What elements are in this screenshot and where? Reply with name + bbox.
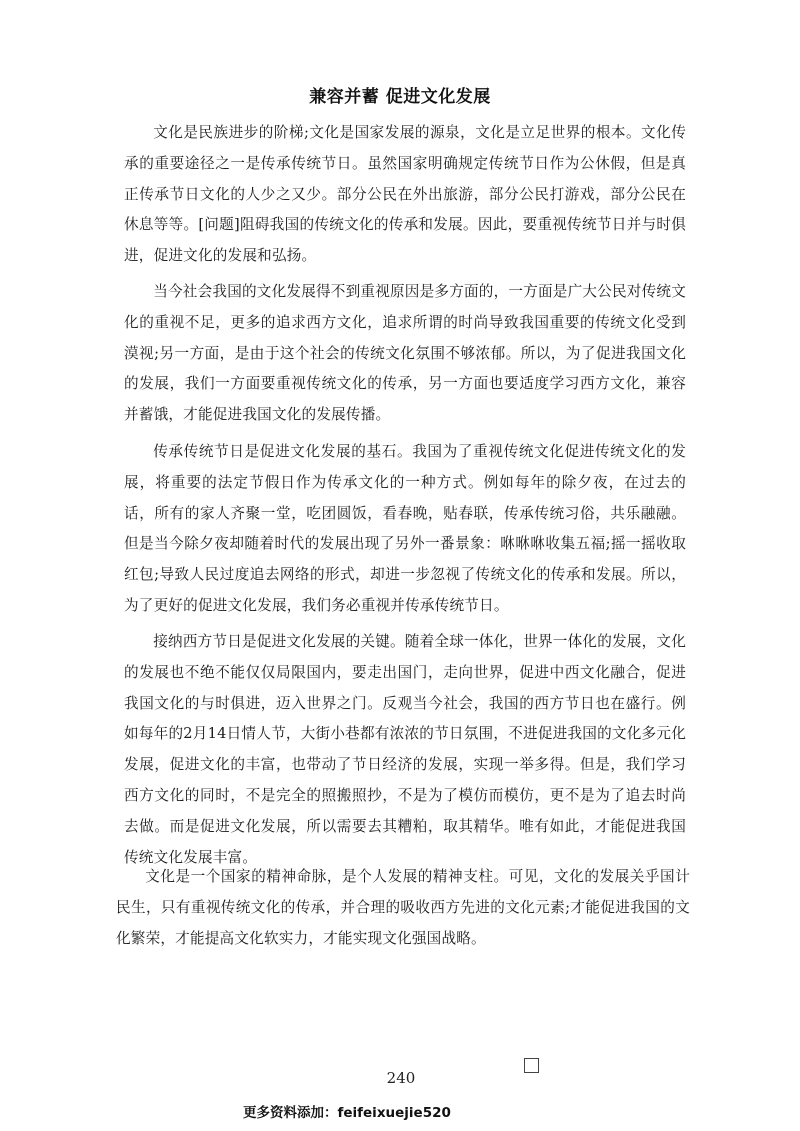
paragraph-1: 文化是民族进步的阶梯;文化是国家发展的源泉，文化是立足世界的根本。文化传承的重要途径之一是传承传统节日。虽然国家明确规定传统节日作为公休假，但是真正传承节日文化的人少之又少。部分公民在外出旅游，部分公民打游戏，部分公民在休息等等。[问题]阻碍我国的传统文化的传承和发展。因此，要重视传统节日并与时俱进，促进文化的发展和弘扬。 xyxy=(124,124,686,265)
checkbox-square[interactable] xyxy=(524,1058,539,1073)
paragraph-5: 文化是一个国家的精神命脉，是个人发展的精神支柱。可见，文化的发展关乎国计民生，只有重视传统文化的传承，并合理的吸收西方先进的文化元素;才能促进我国的文化繁荣，才能提高文化软实力，才能实现文化强国战略。 xyxy=(116,868,690,947)
document-title: 兼容并蓄 促进文化发展 xyxy=(309,87,491,107)
paragraph-4: 接纳西方节日是促进文化发展的关键。随着全球一体化，世界一体化的发展，文化的发展也不绝不能仅仅局限国内，要走出国门，走向世界，促进中西文化融合，促进我国文化的与时俱进，迈入世界之门。反观当今社会，我国的西方节日也在盛行。例如每年的2月14日情人节，大街小巷都有浓浓的节日氛围，不进促进我国的文化多元化发展，促进文化的丰富，也带动了节日经济的发展，实现一举多得。但是，我们学习西方文化的同时，不是完全的照搬照抄，不是为了模仿而模仿，更不是为了追去时尚去做。而是促进文化发展，所以需要去其糟粕，取其精华。唯有如此，才能促进我国传统文化发展丰富。 xyxy=(124,633,686,866)
page-number: 240 xyxy=(386,1069,416,1087)
paragraph-2: 当今社会我国的文化发展得不到重视原因是多方面的，一方面是广大公民对传统文化的重视不足，更多的追求西方文化，追求所谓的时尚导致我国重要的传统文化受到漠视;另一方面，是由于这个社会的传统文化氛围不够浓郁。所以，为了促进我国文化的发展，我们一方面要重视传统文化的传承，另一方面也要适度学习西方文化，兼容并蓄饿，才能促进我国文化的发展传播。 xyxy=(124,283,686,424)
footer-note: 更多资料添加：feifeixuejie520 xyxy=(243,1105,451,1121)
paragraph-3: 传承传统节日是促进文化发展的基石。我国为了重视传统文化促进传统文化的发展，将重要的法定节假日作为传承文化的一种方式。例如每年的除夕夜，在过去的话，所有的家人齐聚一堂，吃团圆饭，看春晚，贴春联，传承传统习俗，共乐融融。但是当今除夕夜却随着时代的发展出现了另外一番景象：咻咻咻收集五福;摇一摇收取红包;导致人民过度追去网络的形式，却进一步忽视了传统文化的传承和发展。所以，为了更好的促进文化发展，我们务必重视并传承传统节日。 xyxy=(124,443,686,614)
